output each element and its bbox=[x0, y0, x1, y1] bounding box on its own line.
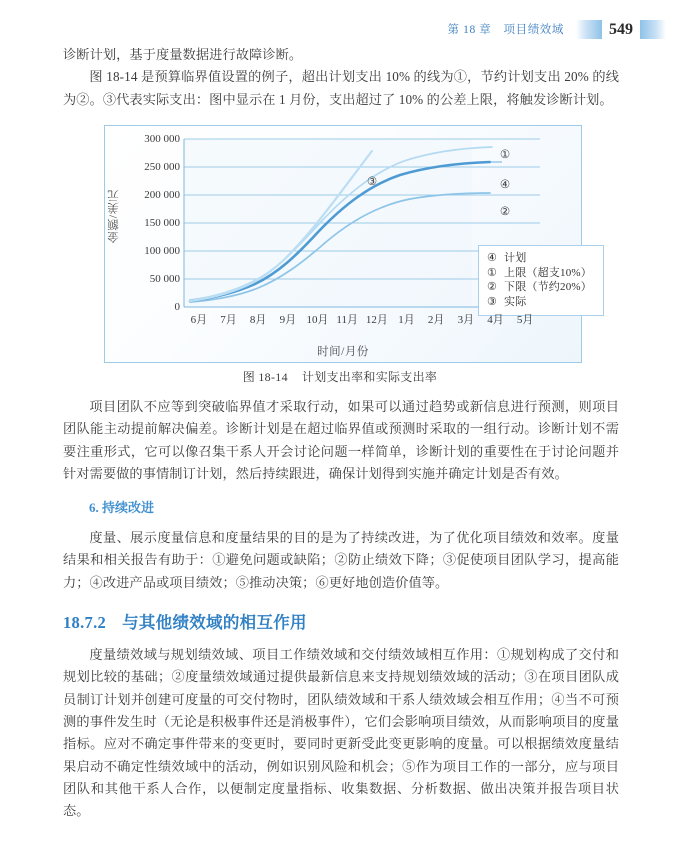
chart-x-tick-label: 5月 bbox=[516, 314, 534, 326]
chart-y-tick-label: 300 000 bbox=[144, 133, 180, 145]
chart-x-tick-label: 2月 bbox=[427, 314, 445, 326]
chart-y-axis-label: 金额/美元 bbox=[108, 189, 120, 244]
subheading-continuous-improvement: 6. 持续改进 bbox=[89, 500, 155, 516]
chart-x-axis-label: 时间/月份 bbox=[317, 346, 369, 358]
spacer-after-section bbox=[63, 636, 619, 644]
chart-x-tick-label: 1月 bbox=[398, 314, 415, 326]
legend-marker-actual: ③ bbox=[487, 295, 497, 308]
legend-marker-lower-limit: ② bbox=[487, 281, 497, 293]
chart-callout-marker: ④ bbox=[499, 179, 511, 191]
chart-x-tick-label: 10月 bbox=[306, 314, 329, 326]
legend-label-upper-limit: 上限（超支10%） bbox=[504, 266, 592, 279]
running-head-chapter: 第 18 章 项目绩效域 bbox=[447, 24, 564, 36]
legend-label-actual: 实际 bbox=[504, 295, 527, 308]
legend-entry-actual bbox=[487, 295, 597, 310]
chart-y-tick-label: 250 000 bbox=[144, 161, 180, 173]
figure-caption-title: 计划支出率和实际支出率 bbox=[301, 370, 438, 384]
chart-y-tick-label: 0 bbox=[174, 301, 180, 313]
paragraph-threshold-example: 图 18-14 是预算临界值设置的例子，超出计划支出 10% 的线为①，节约计划支出 20% 的线为②。③代表实际支出：图中显示在 1 月份，支出超过了 10% 的公差上限，将触发诊断计划。 bbox=[63, 69, 619, 107]
figure-caption-number: 图 18-14 bbox=[242, 370, 288, 384]
figure-18-14 bbox=[104, 125, 592, 363]
legend-entry-upper-limit bbox=[487, 266, 597, 281]
figure-caption bbox=[0, 368, 680, 385]
paragraph-interactions: 度量绩效域与规划绩效域、项目工作绩效域和交付绩效域相互作用：①规划构成了交付和规划比较的基础；②度量绩效域通过提供最新信息来支持规划绩效域的活动；③在项目团队成员制订计划并创建可度量的可交付物时，团队绩效域和干系人绩效域会相互作用；④当不可预测的事件发生时（无论是积极事件还是消极事件），它们会影响项目绩效，从而影响项目的度量指标。应对不确定事件带来的变更时，要同时更新受此变更影响的度量。可以根据绩效度量结果启动不确定性绩效域中的活动，例如识别风险和机会；⑤作为项目工作的一部分，应与项目团队和其他干系人合作，以便制定度量指标、收集数据、分析数据、做出决策并报告项目状态。 bbox=[63, 647, 619, 819]
chart-x-tick-label: 7月 bbox=[220, 314, 237, 326]
spacer-after-subheading bbox=[63, 519, 619, 527]
spacer-before-subheading bbox=[63, 485, 619, 497]
running-head-gradient-right bbox=[640, 20, 666, 39]
paragraph-continuous-improvement: 度量、展示度量信息和度量结果的目的是为了持续改进，为了优化项目绩效和效率。度量结果和相关报告有助于：①避免问题或缺陷；②防止绩效下降；③促使项目团队学习，提高能力；④改进产品或项目绩效；⑤推动决策；⑥更好地创造价值等。 bbox=[63, 530, 619, 590]
chart-y-tick-label: 50 000 bbox=[149, 273, 180, 285]
chart-callout-marker: ② bbox=[499, 206, 511, 218]
section-number: 18.7.2 bbox=[63, 613, 107, 633]
spacer-before-section bbox=[63, 594, 619, 610]
legend-entry-lower-limit bbox=[487, 280, 597, 295]
chart-y-tick-label: 150 000 bbox=[144, 217, 180, 229]
legend-marker-plan: ④ bbox=[487, 252, 497, 264]
legend-label-lower-limit: 下限（节约20%） bbox=[504, 281, 592, 293]
text-column-bottom bbox=[63, 396, 619, 822]
legend-entry-plan bbox=[487, 251, 597, 266]
paragraph-diagnostic-plan: 诊断计划，基于度量数据进行故障诊断。 bbox=[63, 47, 303, 62]
section-title: 与其他绩效域的相互作用 bbox=[122, 613, 307, 633]
chart-callout-marker: ③ bbox=[366, 176, 378, 188]
chart-x-tick-label: 3月 bbox=[457, 314, 475, 326]
chart-x-tick-label: 9月 bbox=[279, 314, 297, 326]
chart-x-tick-label: 4月 bbox=[487, 314, 504, 326]
chart-x-tick-label: 6月 bbox=[190, 314, 208, 326]
chart-y-tick-label: 100 000 bbox=[144, 245, 180, 257]
legend-marker-upper-limit: ① bbox=[487, 266, 497, 279]
page-number: 549 bbox=[609, 20, 633, 38]
section-heading-18-7-2 bbox=[63, 610, 619, 636]
running-head bbox=[448, 18, 666, 40]
chart-y-tick-label: 200 000 bbox=[144, 189, 180, 201]
chart-legend bbox=[478, 245, 604, 316]
chart-x-tick-label: 8月 bbox=[249, 314, 267, 326]
text-column-top bbox=[63, 44, 619, 111]
running-head-gradient-left bbox=[576, 20, 602, 39]
chart-callout-marker: ① bbox=[499, 149, 511, 161]
chart-plot-svg bbox=[104, 125, 582, 363]
chart-x-tick-label: 11月 bbox=[336, 314, 358, 326]
chart-x-tick-label: 12月 bbox=[365, 314, 388, 326]
legend-label-plan: 计划 bbox=[504, 252, 527, 264]
paragraph-threshold-action: 项目团队不应等到突破临界值才采取行动，如果可以通过趋势或新信息进行预测，则项目团队能主动提前解决偏差。诊断计划是在超过临界值或预测时采取的一组行动。诊断计划不需要注重形式，它可以像召集干系人开会讨论问题一样简单，诊断计划的重要性在于讨论问题并针对需要做的事情制订计划，然后持续跟进，确保计划得到实施并确定计划是否有效。 bbox=[63, 399, 619, 481]
